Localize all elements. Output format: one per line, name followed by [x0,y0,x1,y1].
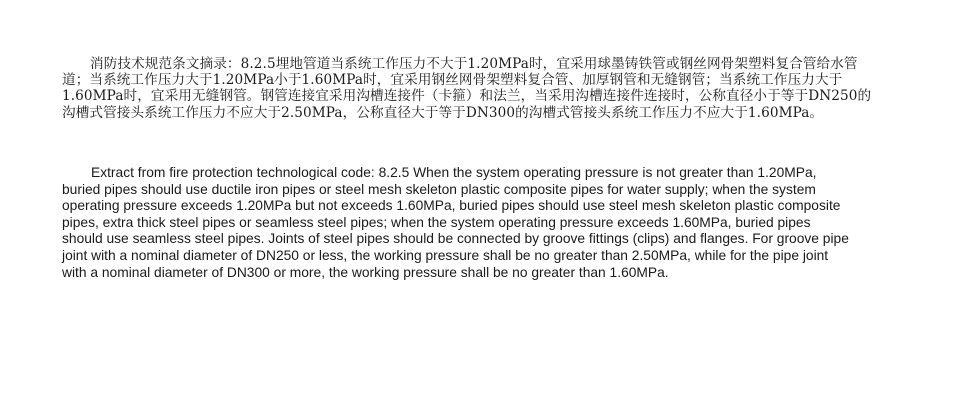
chinese-paragraph: 消防技术规范条文摘录：8.2.5埋地管道当系统工作压力不大于1.20MPa时，宜采用球墨铸铁管或钢丝网骨架塑料复合管给水管道；当系统工作压力大于1.20MPa小于1.60MPa时，宜采用钢丝网骨架塑料复合管、加厚钢管和无缝钢管；当系统工作压力大于1.60MPa时，宜采用无缝钢管。钢管连接宜采用沟槽连接件（卡箍）和法兰，当采用沟槽连接件连接时，公称直径小于等于DN250的沟槽式管接头系统工作压力不应大于2.50MPa，公称直径大于等于DN300的沟槽式管接头系统工作压力不应大于1.60MPa。 [62,56,872,121]
english-paragraph: Extract from fire protection technological code: 8.2.5 When the system operating pressure is not greater than 1.20MPa, buried pipes should use ductile iron pipes or steel mesh skeleton plastic composite pipes for water supply; when the system operating pressure exceeds 1.20MPa but not exceeds 1.60MPa, buried pipes should use steel mesh skeleton plastic composite pipes, extra thick steel pipes or seamless steel pipes; when the system operating pressure exceeds 1.60MPa, buried pipes should use seamless steel pipes. Joints of steel pipes should be connected by groove fittings (clips) and flanges. For groove pipe joint with a nominal diameter of DN250 or less, the working pressure shall be no greater than 2.50MPa, while for the pipe joint with a nominal diameter of DN300 or more, the working pressure shall be no greater than 1.60MPa. [62,165,849,280]
